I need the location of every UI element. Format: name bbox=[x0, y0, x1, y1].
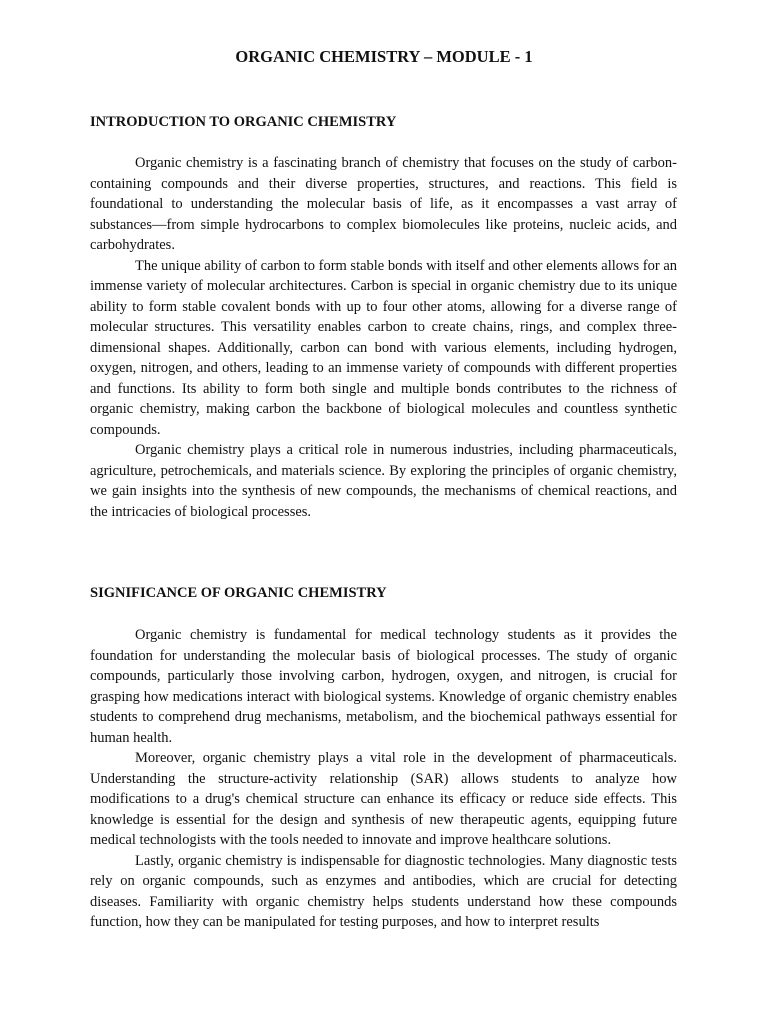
paragraph: The unique ability of carbon to form stable bonds with itself and other elements allows for an immense variety of molecular architectures. Carbon is special in organic chemistry due to its unique ability to form stable covalent bonds with up to four other atoms, allowing for a diverse range of molecular structures. This versatility enables carbon to create chains, rings, and complex three-dimensional shapes. Additionally, carbon can bond with various elements, including hydrogen, oxygen, nitrogen, and others, leading to an immense variety of compounds with different properties and functions. Its ability to form both single and multiple bonds contributes to the richness of organic chemistry, making carbon the backbone of biological molecules and countless synthetic compounds. bbox=[90, 257, 678, 438]
paragraph: Organic chemistry is a fascinating branch of chemistry that focuses on the study of carbon-containing compounds and their diverse properties, structures, and reactions. This field is foundational to understanding the molecular basis of life, as it encompasses a vast array of substances—from simple hydrocarbons to complex biomolecules like proteins, nucleic acids, and carbohydrates. bbox=[90, 155, 677, 253]
paragraph: Organic chemistry plays a critical role in numerous industries, including pharmaceuticals, agriculture, petrochemicals, and materials science. By exploring the principles of organic chemistry, we gain insights into the synthesis of new compounds, the mechanisms of chemical reactions, and the intricacies of biological processes. bbox=[90, 442, 677, 520]
paragraph: Moreover, organic chemistry plays a vital role in the development of pharmaceuticals. Understanding the structure-activity relationship (SAR) allows students to analyze how modifications to a drug's chemical structure can enhance its efficacy or reduce side effects. This knowledge is essential for the design and synthesis of new therapeutic agents, equipping future medical technologists with the tools needed to innovate and improve healthcare solutions. bbox=[90, 750, 677, 848]
section-heading-significance: SIGNIFICANCE OF ORGANIC CHEMISTRY bbox=[90, 585, 387, 601]
page-title: ORGANIC CHEMISTRY – MODULE - 1 bbox=[235, 47, 533, 66]
section-body-introduction bbox=[90, 153, 677, 522]
paragraph: Organic chemistry is fundamental for medical technology students as it provides the foundation for understanding the molecular basis of biological processes. The study of organic compounds, particularly those involving carbon, hydrogen, oxygen, and nitrogen, is crucial for grasping how medications interact with biological systems. Knowledge of organic chemistry enables students to comprehend drug mechanisms, metabolism, and the biochemical pathways essential for human health. bbox=[90, 627, 677, 746]
section-heading-introduction: INTRODUCTION TO ORGANIC CHEMISTRY bbox=[90, 114, 397, 130]
paragraph: Lastly, organic chemistry is indispensable for diagnostic technologies. Many diagnostic tests rely on organic compounds, such as enzymes and antibodies, which are crucial for detecting diseases. Familiarity with organic chemistry helps students understand how these compounds function, how they can be manipulated for testing purposes, and how to interpret results bbox=[90, 852, 677, 930]
section-body-significance bbox=[90, 625, 677, 933]
